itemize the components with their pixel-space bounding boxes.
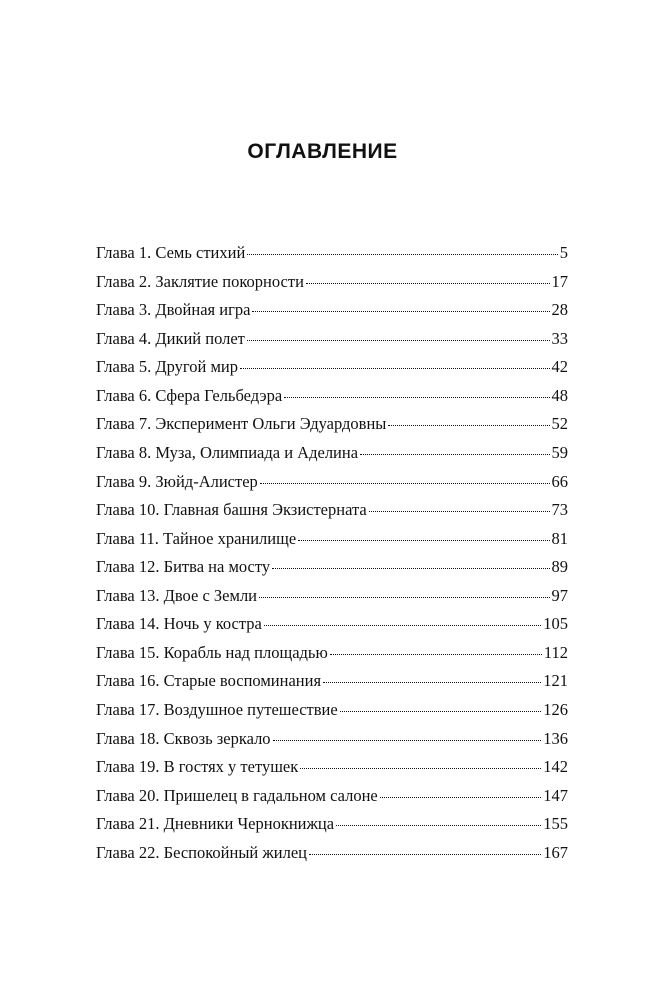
toc-chapter-title: Глава 5. Другой мир xyxy=(96,357,238,377)
toc-entry xyxy=(96,613,568,642)
toc-dot-leader xyxy=(306,271,550,287)
toc-page-number: 48 xyxy=(551,385,568,405)
toc-dot-leader xyxy=(273,728,542,744)
toc-dot-leader xyxy=(247,328,550,344)
toc-chapter-title: Глава 7. Эксперимент Ольги Эдуардовны xyxy=(96,414,387,434)
toc-page-number: 136 xyxy=(543,728,568,748)
toc-page-number: 33 xyxy=(551,328,568,348)
toc-page-number: 97 xyxy=(551,585,568,605)
toc-dot-leader xyxy=(247,242,557,258)
toc-dot-leader xyxy=(252,299,549,315)
toc-dot-leader xyxy=(336,813,541,829)
toc-page-number: 17 xyxy=(551,271,568,291)
toc-page-number: 28 xyxy=(551,300,568,320)
toc-page-number: 73 xyxy=(551,500,568,520)
toc-chapter-title: Глава 9. Зюйд-Алистер xyxy=(96,471,258,491)
toc-chapter-title: Глава 13. Двое с Земли xyxy=(96,585,258,605)
toc-entry xyxy=(96,528,568,557)
toc-entry xyxy=(96,471,568,500)
toc-chapter-title: Глава 2. Заклятие покорности xyxy=(96,271,304,291)
toc-page-number: 52 xyxy=(551,414,568,434)
toc-entry xyxy=(96,271,568,300)
toc-page-number: 81 xyxy=(551,528,568,548)
toc-entry xyxy=(96,813,568,842)
toc-page-number: 147 xyxy=(543,785,568,805)
toc-page-number: 121 xyxy=(543,671,568,691)
toc-entry xyxy=(96,756,568,785)
toc-page-number: 155 xyxy=(543,814,568,834)
toc-page-number: 142 xyxy=(543,757,568,777)
toc-dot-leader xyxy=(360,442,549,458)
toc-chapter-title: Глава 18. Сквозь зеркало xyxy=(96,728,271,748)
toc-chapter-title: Глава 21. Дневники Чернокнижца xyxy=(96,814,335,834)
toc-entry xyxy=(96,728,568,757)
toc-chapter-title: Глава 17. Воздушное путешествие xyxy=(96,700,338,719)
toc-chapter-title: Глава 4. Дикий полет xyxy=(96,328,245,348)
toc-entry xyxy=(96,356,568,385)
toc-entry xyxy=(96,385,568,414)
toc-dot-leader xyxy=(388,413,549,429)
toc-chapter-title: Глава 8. Муза, Олимпиада и Аделина xyxy=(96,442,359,462)
toc-page-number: 59 xyxy=(551,442,568,462)
toc-entry xyxy=(96,642,568,671)
toc-dot-leader xyxy=(369,499,550,515)
toc-entry xyxy=(96,442,568,471)
toc-page-number: 167 xyxy=(543,842,568,862)
toc-page-number: 112 xyxy=(543,642,568,662)
toc-entry xyxy=(96,299,568,328)
toc-chapter-title: Глава 1. Семь стихий xyxy=(96,243,246,262)
toc-chapter-title: Глава 20. Пришелец в гадальном салоне xyxy=(96,785,378,805)
table-of-contents xyxy=(96,242,568,870)
toc-page-number: 89 xyxy=(551,557,568,577)
toc-dot-leader xyxy=(284,385,549,401)
toc-dot-leader xyxy=(330,642,542,658)
toc-chapter-title: Глава 10. Главная башня Экзистерната xyxy=(96,500,367,520)
toc-dot-leader xyxy=(380,785,541,801)
toc-chapter-title: Глава 3. Двойная игра xyxy=(96,300,251,320)
toc-dot-leader xyxy=(264,613,541,629)
page-title: ОГЛАВЛЕНИЕ xyxy=(247,140,398,163)
toc-dot-leader xyxy=(309,842,541,858)
toc-entry xyxy=(96,585,568,614)
toc-page-number: 42 xyxy=(551,357,568,377)
toc-entry xyxy=(96,328,568,357)
toc-dot-leader xyxy=(298,528,549,544)
toc-dot-leader xyxy=(260,471,550,487)
toc-entry xyxy=(96,556,568,585)
toc-dot-leader xyxy=(340,699,542,715)
toc-chapter-title: Глава 16. Старые воспоминания xyxy=(96,671,322,691)
toc-chapter-title: Глава 15. Корабль над площадью xyxy=(96,642,328,662)
toc-chapter-title: Глава 12. Битва на мосту xyxy=(96,557,271,577)
toc-chapter-title: Глава 6. Сфера Гельбедэра xyxy=(96,385,283,405)
toc-chapter-title: Глава 19. В гостях у тетушек xyxy=(96,757,299,777)
toc-entry xyxy=(96,842,568,871)
toc-entry xyxy=(96,242,568,271)
toc-chapter-title: Глава 11. Тайное хранилище xyxy=(96,528,297,548)
toc-page-number: 126 xyxy=(543,700,568,719)
toc-chapter-title: Глава 14. Ночь у костра xyxy=(96,614,262,634)
toc-entry xyxy=(96,413,568,442)
toc-chapter-title: Глава 22. Беспокойный жилец xyxy=(96,842,307,862)
toc-page-number: 5 xyxy=(559,243,568,262)
toc-dot-leader xyxy=(259,585,549,601)
toc-entry xyxy=(96,499,568,528)
toc-page-number: 66 xyxy=(551,471,568,491)
toc-dot-leader xyxy=(240,356,550,372)
toc-entry xyxy=(96,785,568,814)
toc-page-number: 105 xyxy=(543,614,568,634)
toc-dot-leader xyxy=(323,670,541,686)
toc-dot-leader xyxy=(272,556,549,572)
toc-entry xyxy=(96,670,568,699)
toc-dot-leader xyxy=(300,756,541,772)
toc-entry xyxy=(96,699,568,728)
